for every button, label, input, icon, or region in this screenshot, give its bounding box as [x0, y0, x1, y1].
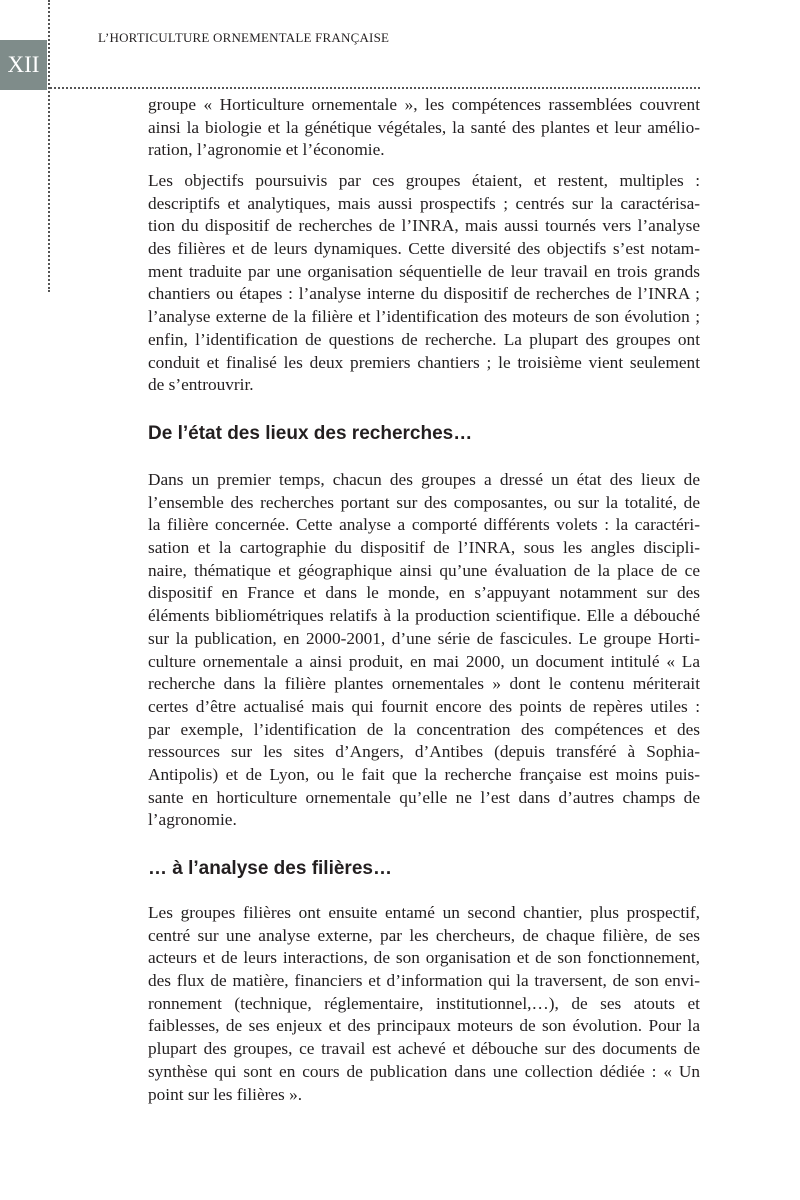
text-line: faiblesses, de ses enjeux et des principaux moteurs de son évolution. Pour la: [148, 1016, 700, 1036]
text-line: ment traduite par une organisation séquentielle de leur travail en trois grands: [148, 261, 700, 281]
text-line: de s’entrouvrir.: [148, 375, 254, 395]
text-line: synthèse qui sont en cours de publication dans une collection dédiée : « Un: [148, 1061, 700, 1081]
text-line: Les groupes filières ont ensuite entamé un second chantier, plus prospectif,: [148, 903, 700, 922]
paragraph: [148, 902, 700, 1106]
text-line: ration, l’agronomie et l’économie.: [148, 140, 385, 160]
text-line: recherche dans la filière plantes ornementales » dont le contenu mériterait: [148, 674, 700, 694]
margin-dotted-rule: [48, 0, 50, 292]
text-line: ainsi la biologie et la génétique végétales, la santé des plantes et leur amélio-: [148, 117, 700, 137]
text-line: sur la publication, en 2000-2001, d’une série de fascicules. Le groupe Horti-: [148, 628, 700, 648]
text-line: Dans un premier temps, chacun des groupes a dressé un état des lieux de: [148, 470, 700, 489]
text-line: plupart des groupes, ce travail est achevé et débouche sur des documents de: [148, 1039, 700, 1059]
section-heading: De l’état des lieux des recherches…: [148, 423, 473, 444]
paragraph: [148, 469, 700, 832]
text-line: l’agronomie.: [148, 810, 237, 830]
text-line: centré sur une analyse externe, par les chercheurs, de chaque filière, de ses: [148, 925, 700, 945]
text-line: ressources sur les sites d’Angers, d’Antibes (depuis transféré à Sophia-: [148, 742, 700, 762]
text-line: la filière concernée. Cette analyse a comporté différents volets : la caractéri-: [148, 515, 700, 535]
text-line: l’ensemble des recherches portant sur des composantes, ou sur la totalité, de: [148, 492, 700, 512]
text-line: Antipolis) et de Lyon, ou le fait que la recherche française est moins puis-: [148, 764, 700, 784]
text-line: enfin, l’identification de questions de recherche. La plupart des groupes ont: [148, 329, 700, 349]
paragraph: [148, 170, 700, 397]
text-line: certes d’être actualisé mais qui fournit encore des points de repères utiles :: [148, 696, 700, 716]
text-line: culture ornementale a ainsi produit, en mai 2000, un document intitulé « La: [148, 651, 700, 671]
text-line: naire, thématique et géographique ainsi qu’une évaluation de la place de ce: [148, 560, 700, 580]
text-line: dispositif en France et dans le monde, en s’appuyant notamment sur des: [148, 583, 700, 603]
text-line: tion du dispositif de recherches de l’INRA, mais aussi tournés vers l’analyse: [148, 216, 700, 236]
text-line: des flux de matière, financiers et d’information qui la traversent, de son envi-: [148, 971, 700, 991]
text-line: l’analyse externe de la filière et l’identification des moteurs de son évolution ;: [148, 307, 700, 327]
header-dotted-rule: [50, 87, 700, 89]
text-line: groupe « Horticulture ornementale », les compétences rassemblées couvrent: [148, 95, 700, 114]
text-line: sation et la cartographie du dispositif de l’INRA, sous les angles discipli-: [148, 538, 700, 558]
text-line: descriptifs et analytiques, mais aussi prospectifs ; centrés sur la caractérisa-: [148, 193, 700, 213]
section-heading: … à l’analyse des filières…: [148, 858, 392, 879]
text-line: acteurs et de leurs interactions, de son organisation et de son fonctionnement,: [148, 948, 700, 968]
text-line: sante en horticulture ornementale qu’elle ne l’est dans d’autres champs de: [148, 787, 700, 807]
text-line: des filières et de leurs dynamiques. Cette diversité des objectifs s’est notam-: [148, 239, 700, 259]
text-line: Les objectifs poursuivis par ces groupes étaient, et restent, multiples :: [148, 171, 700, 190]
page-number: XII: [0, 40, 47, 90]
text-line: éléments bibliométriques relatifs à la production scientifique. Elle a débouché: [148, 606, 700, 626]
running-title: L’HORTICULTURE ORNEMENTALE FRANÇAISE: [98, 30, 390, 45]
text-line: conduit et finalisé les deux premiers chantiers ; le troisième vient seulement: [148, 352, 700, 372]
text-line: chantiers ou étapes : l’analyse interne du dispositif de recherches de l’INRA ;: [148, 284, 700, 304]
text-line: par exemple, l’identification de la concentration des compétences et des: [148, 719, 700, 739]
text-line: point sur les filières ».: [148, 1084, 303, 1104]
text-line: ronnement (technique, réglementaire, institutionnel,…), de ses atouts et: [148, 993, 700, 1013]
paragraph: [148, 94, 700, 162]
